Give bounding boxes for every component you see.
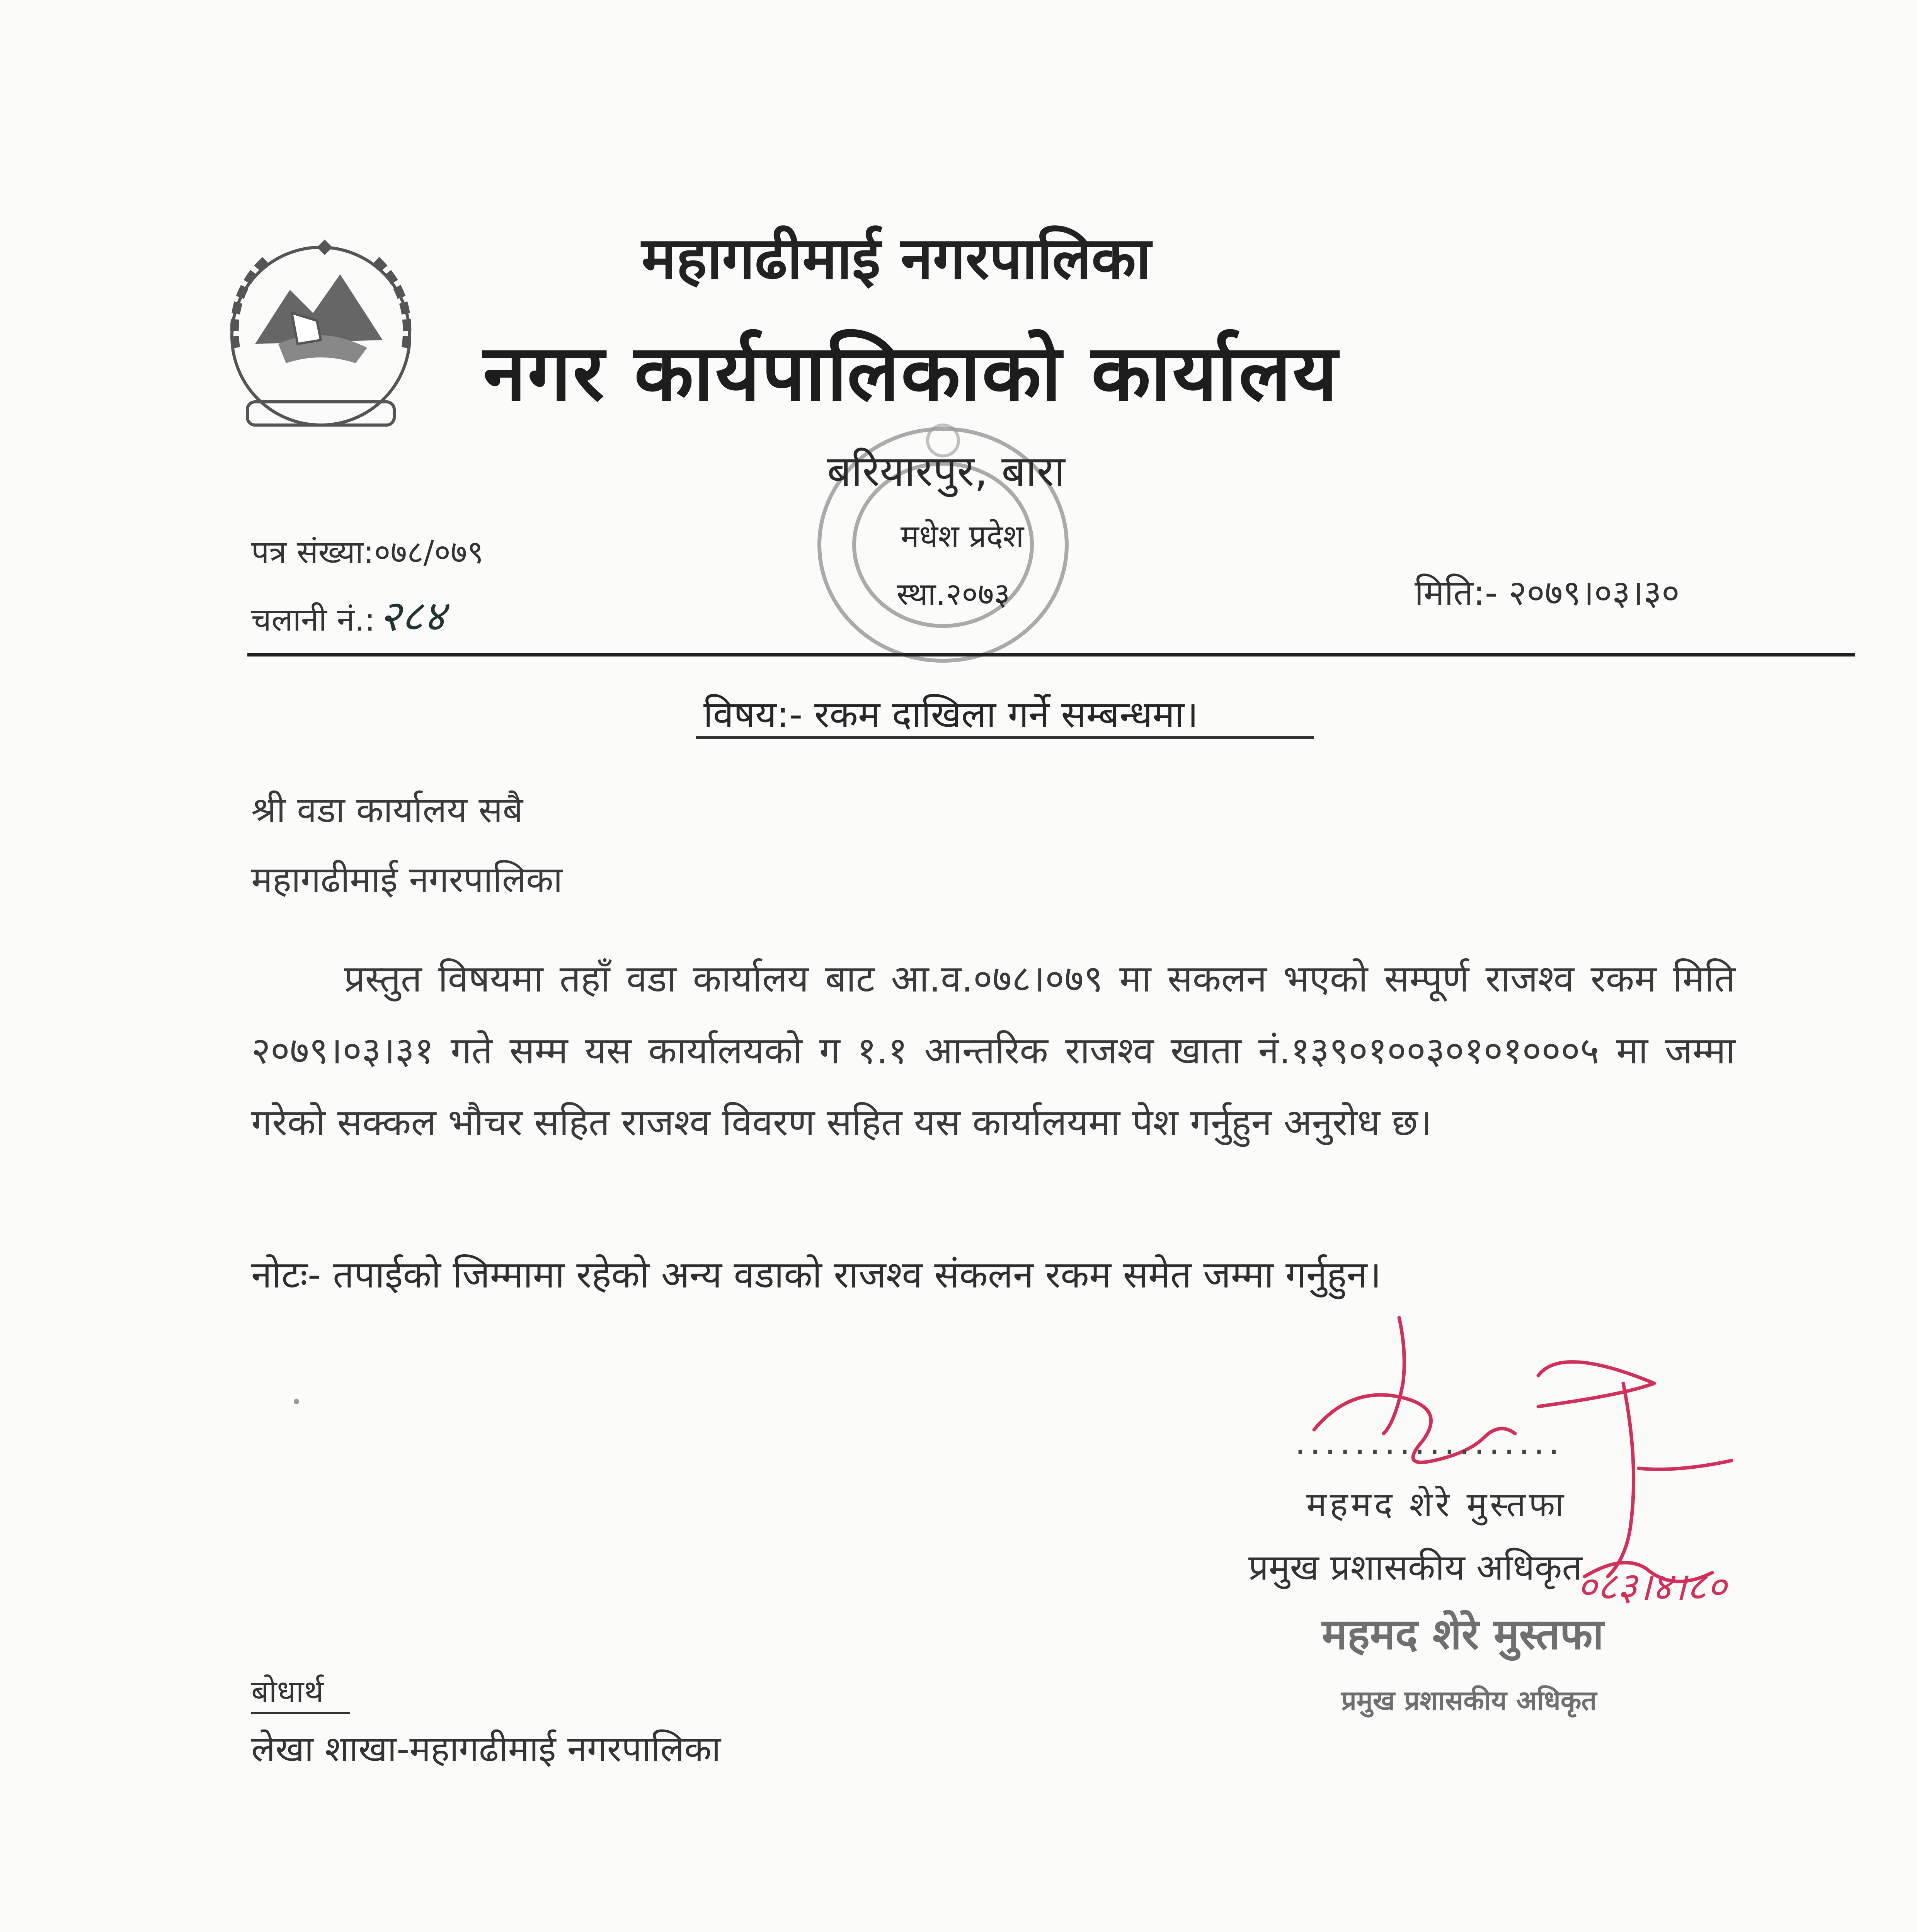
signatory-name: महमद शेरे मुस्तफा	[1306, 1485, 1567, 1524]
letter-number-value: ०७८/०७९	[374, 534, 484, 571]
cc-label: बोधार्थ	[251, 1673, 324, 1709]
dispatch-number-label: चलानी नं.:	[251, 602, 375, 638]
letter-note: नोटः- तपाईको जिम्मामा रहेको अन्य वडाको राजश्व संकलन रकम समेत जम्मा गर्नुहुन।	[251, 1253, 1381, 1296]
paper-speck	[294, 1399, 299, 1404]
nepal-emblem-icon	[201, 216, 441, 456]
letter-date	[1415, 568, 1680, 615]
province-name: मधेश प्रदेश	[901, 518, 1024, 554]
established-year: स्था.२०७३	[897, 576, 1010, 612]
dispatch-number-value: २८४	[379, 591, 446, 641]
cc-recipient: लेखा शाखा-महागढीमाई नगरपालिका	[251, 1728, 721, 1770]
office-name: नगर कार्यपालिकाको कार्यालय	[483, 328, 1339, 418]
date-label: मिति:-	[1415, 573, 1498, 613]
recipient-line-1: श्री वडा कार्यालय सबै	[251, 789, 523, 831]
signature-date-scribble: ०८३।४।८०	[1577, 1564, 1727, 1609]
dispatch-number	[251, 585, 446, 643]
title-stamp: प्रमुख प्रशासकीय अधिकृत	[1341, 1685, 1597, 1716]
letter-number-label: पत्र संख्या:	[251, 534, 374, 571]
recipient-line-2: महागढीमाई नगरपालिका	[251, 859, 563, 900]
header-divider	[247, 653, 1855, 656]
name-stamp: महमद शेरे मुस्तफा	[1322, 1609, 1604, 1659]
letter-number	[251, 529, 484, 573]
signature-dots: ..................	[1295, 1422, 1563, 1463]
municipality-name: महागढीमाई नगरपालिका	[642, 225, 1151, 292]
subject-underline	[696, 736, 1314, 739]
letter-body: प्रस्तुत विषयमा तहाँ वडा कार्यालय बाट आ.व.०७८।०७९ मा सकलन भएको सम्पूर्ण राजश्व रकम मिति २०७९।०३।३१ गते सम्म यस कार्यालयको ग १.१ आन्तरिक राजश्व खाता नं.१३९०१००३०१०१०००५ मा जम्मा गरेको सक्कल भौचर सहित राजश्व विवरण सहित यस कार्यालयमा पेश गर्नुहुन अनुरोध छ।	[251, 957, 1735, 1144]
signatory-title: प्रमुख प्रशासकीय अधिकृत	[1248, 1547, 1582, 1588]
date-value: २०७९।०३।३०	[1508, 573, 1680, 613]
cc-underline	[251, 1712, 350, 1714]
office-location: बरियारपुर, बारा	[827, 446, 1065, 496]
subject-line: विषय:- रकम दाखिला गर्ने सम्बन्धमा।	[703, 693, 1199, 736]
